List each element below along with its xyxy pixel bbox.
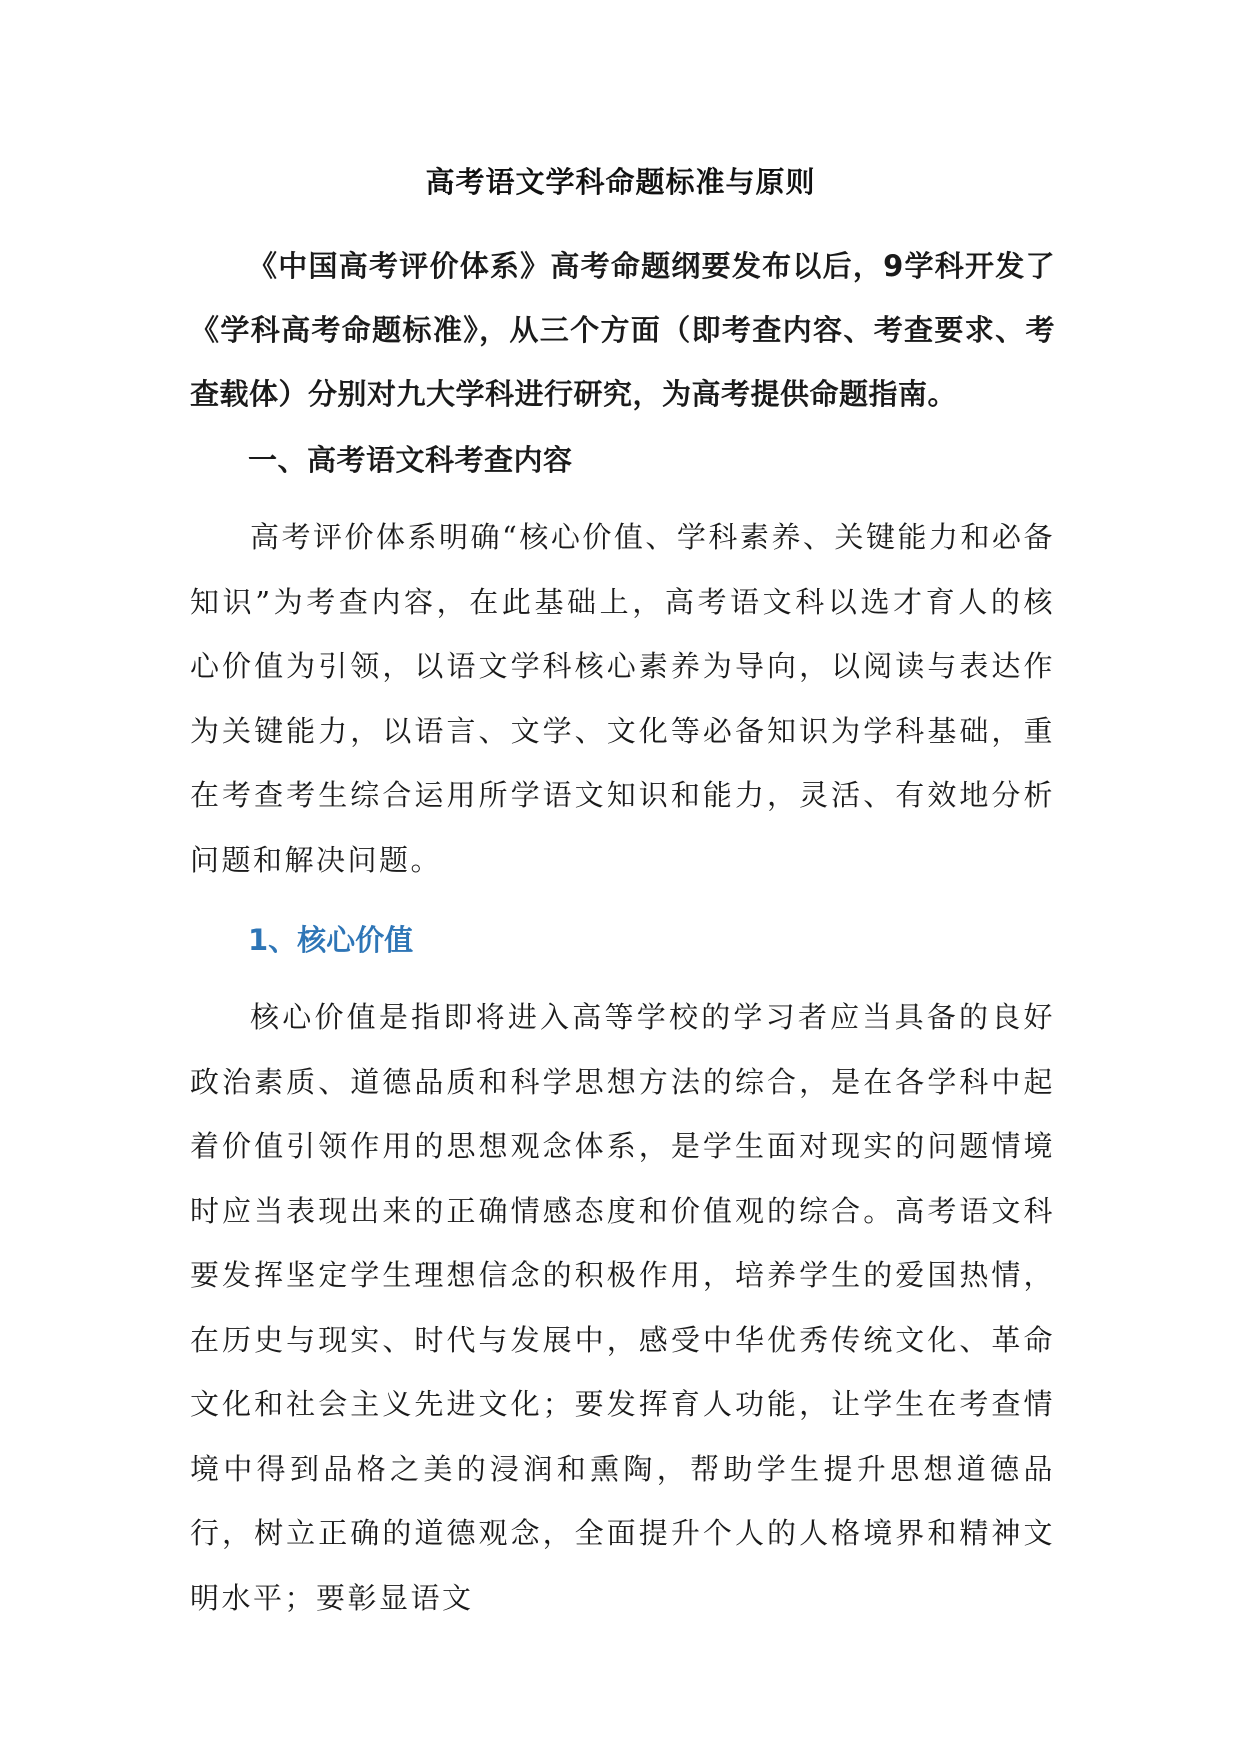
subsection-heading-core-value: 1、核心价值 — [248, 923, 414, 957]
intro-paragraph: 《中国高考评价体系》高考命题纲要发布以后，9学科开发了《学科高考命题标准》，从三个方面（即考查内容、考查要求、考查载体）分别对九大学科进行研究，为高考提供命题指南。 — [190, 249, 1055, 411]
document-title: 高考语文学科命题标准与原则 — [425, 165, 816, 199]
subsection-paragraph-core-value: 核心价值是指即将进入高等学校的学习者应当具备的良好政治素质、道德品质和科学思想方法的综合，是在各学科中起着价值引领作用的思想观念体系，是学生面对现实的问题情境时应当表现出来的正确情感态度和价值观的综合。高考语文科要发挥坚定学生理想信念的积极作用，培养学生的爱国热情，在历史与现实、时代与发展中，感受中华优秀传统文化、革命文化和社会主义先进文化；要发挥育人功能，让学生在考查情境中得到品格之美的浸润和熏陶，帮助学生提升思想道德品行，树立正确的道德观念，全面提升个人的人格境界和精神文明水平；要彰显语文 — [190, 1000, 1055, 1615]
section-heading-exam-content: 一、高考语文科考查内容 — [248, 443, 573, 477]
section-paragraph-exam-content: 高考评价体系明确“核心价值、学科素养、关键能力和必备知识”为考查内容，在此基础上，高考语文科以选才育人的核心价值为引领，以语文学科核心素养为导向，以阅读与表达作为关键能力，以语言、文学、文化等必备知识为学科基础，重在考查考生综合运用所学语文知识和能力，灵活、有效地分析问题和解决问题。 — [190, 520, 1055, 877]
